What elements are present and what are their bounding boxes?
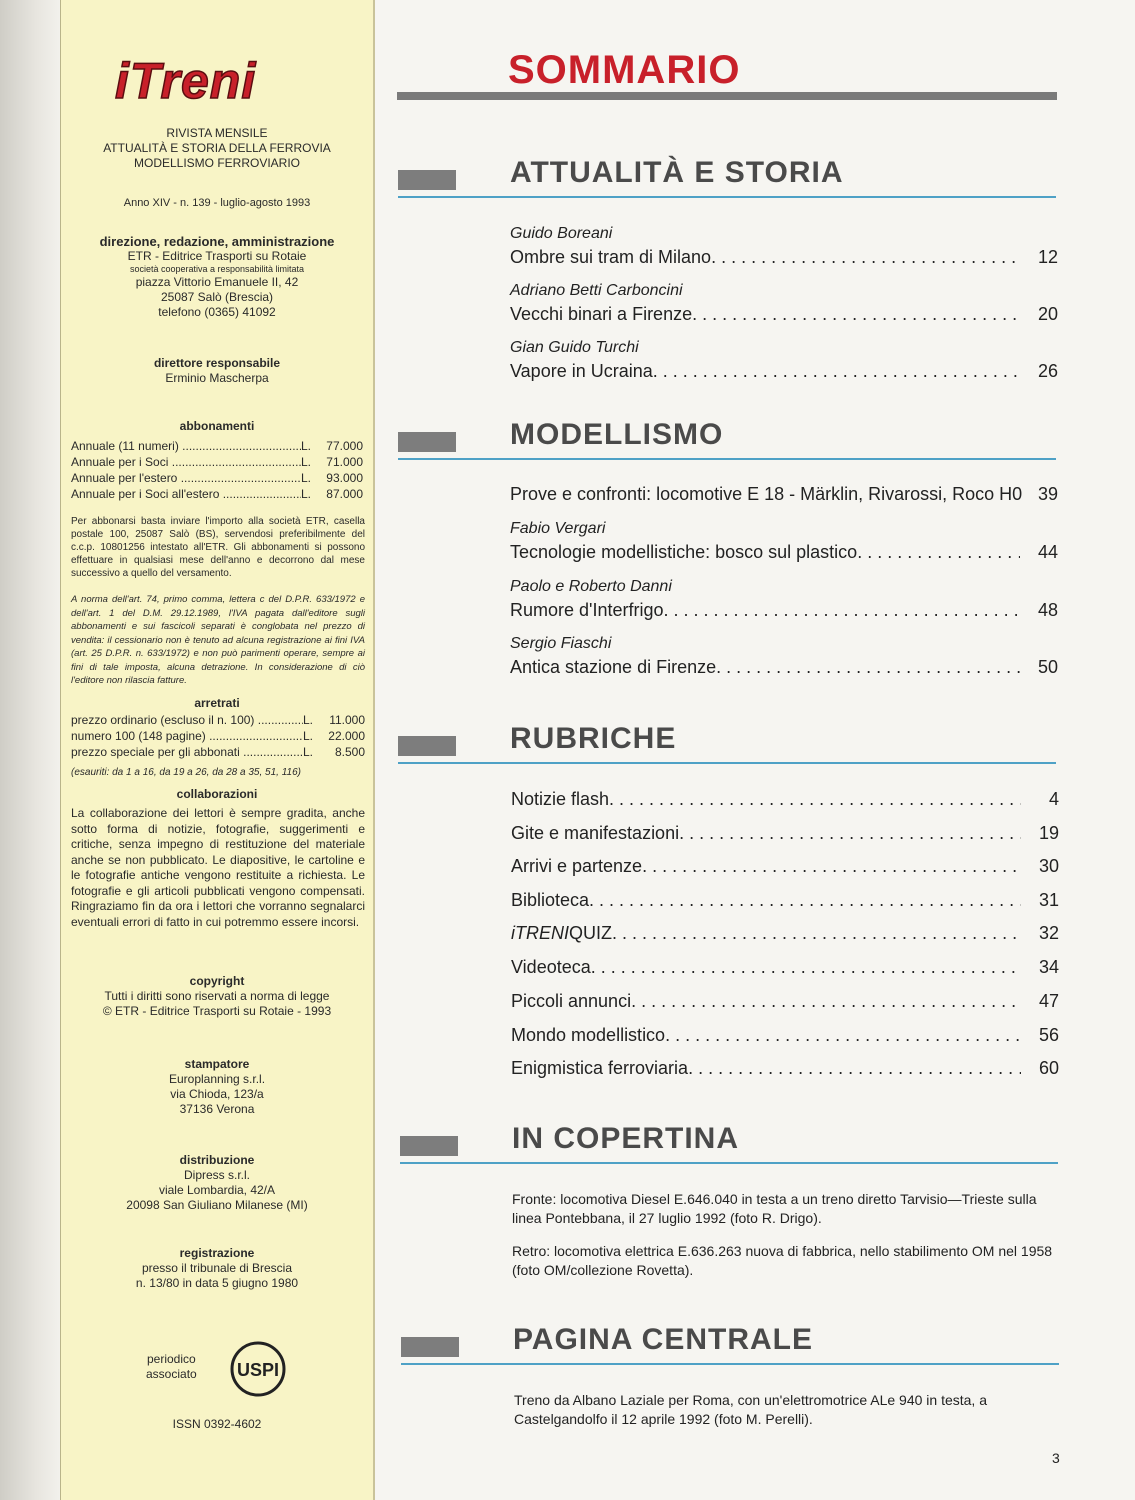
toc-entry[interactable]: Piccoli annunci . . . 47 [511, 989, 1059, 1013]
distribuzione-block: distribuzione Dipress s.r.l. viale Lombardia, 42/A 20098 San Giuliano Milanese (MI) [126, 1153, 308, 1212]
registrazione-block: registrazione presso il tribunale di Brescia n. 13/80 in data 5 giugno 1980 [135, 1246, 299, 1290]
section-title: ATTUALITÀ E STORIA [510, 156, 844, 189]
toc-entry[interactable]: Paolo e Roberto Danni Rumore d'Interfrigo . . . 48 [510, 576, 1058, 622]
svg-text:iTreni: iTreni [115, 53, 257, 106]
section-modellismo-header [398, 418, 1058, 458]
section-marker [398, 736, 456, 756]
toc-entry[interactable]: Biblioteca . . . 31 [511, 888, 1059, 912]
arretrati-heading: arretrati [194, 696, 240, 710]
issue-info: Anno XIV - n. 139 - luglio-agosto 1993 [123, 197, 311, 209]
cover-front-caption: Fronte: locomotiva Diesel E.646.040 in testa a un treno diretto Tarvisio—Trieste sulla linea Pontebbana, il 27 luglio 1992 (foto R. Drigo). [512, 1191, 1037, 1226]
masthead-sidebar [60, 0, 375, 1500]
svg-text:USPI: USPI [236, 1360, 280, 1380]
section-rubriche-header [398, 722, 1058, 762]
centrale-caption: Treno da Albano Laziale per Roma, con un'elettromotrice ALe 940 in testa, a Castelgandolfo il 12 aprile 1992 (foto M. Perelli). [514, 1392, 987, 1427]
section-title: RUBRICHE [510, 722, 677, 755]
section-rule [401, 1363, 1059, 1365]
toc-entry[interactable]: Guido Boreani Ombre sui tram di Milano . . . 12 [510, 223, 1058, 269]
price-row: Annuale per i Soci all'estero ..... L. 87.000 [71, 486, 363, 502]
periodico-associato: periodico associato [146, 1352, 197, 1381]
section-marker [400, 1136, 458, 1156]
section-attualita-header [398, 156, 1058, 196]
price-row: Annuale per i Soci ..... L. 71.000 [71, 454, 363, 470]
magazine-subtitle: RIVISTA MENSILE ATTUALITÀ E STORIA DELLA FERROVIA MODELLISMO FERROVIARIO [103, 126, 331, 170]
price-row: prezzo ordinario (escluso il n. 100) ..... L. 11.000 [71, 712, 365, 728]
toc-entry[interactable]: iTRENIQUIZ . . . 32 [511, 921, 1059, 945]
price-row: prezzo speciale per gli abbonati ..... L. 8.500 [71, 744, 365, 760]
iva-legal-note: A norma dell'art. 74, primo comma, lettera c del D.P.R. 633/1972 e dell'art. 1 del D.M. 29.12.1989, l'IVA pagata dall'editore sugli abbonamenti e sui fascicoli separati è conglobata nel prezzo di vendita: il cessionario non è tenuto ad alcuna registrazione ai fini IVA (art. 25 D.P.R. n. 633/1972) e non può parimenti operare, sempre ai fini di tale imposta, alcuna detrazione. In considerazione di ciò l'editore non rilascia fatture. [71, 594, 365, 686]
toc-entry[interactable]: Mondo modellistico . . . 56 [511, 1023, 1059, 1047]
collaborazioni-heading: collaborazioni [176, 787, 258, 801]
section-copertina-header [400, 1122, 1060, 1162]
price-row: Annuale (11 numeri) ..... L. 77.000 [71, 438, 363, 454]
toc-entry[interactable]: Videoteca . . . 34 [511, 955, 1059, 979]
title-rule [397, 92, 1057, 100]
arretrati-prices [71, 712, 365, 760]
section-title: MODELLISMO [510, 418, 724, 451]
collaborazioni-text: La collaborazione dei lettori è sempre gradita, anche sotto forma di notizie, fotografie, suggerimenti e critiche, senza impegno di restituzione del materiale anche se non pubblicato. Le diapositive, le cartoline e le fotografie antiche vengono restituite a richiesta. Le fotografie e gli articoli pubblicati vengono compensati. Ringraziamo fin da ora i lettori che vorranno segnalarci eventuali errori di fatto in cui potremmo essere incorsi. [71, 806, 365, 929]
toc-entry[interactable]: Enigmistica ferroviaria . . . 60 [511, 1056, 1059, 1080]
section-title: IN COPERTINA [512, 1122, 740, 1155]
section-centrale-header [401, 1323, 1061, 1363]
abbonamenti-prices [71, 438, 363, 502]
toc-entry[interactable]: Sergio Fiaschi Antica stazione di Firenze . . . 50 [510, 633, 1058, 679]
section-rule [398, 762, 1056, 764]
uspi-logo [229, 1340, 287, 1398]
issn: ISSN 0392-4602 [172, 1417, 262, 1431]
toc-entry[interactable]: Adriano Betti Carboncini Vecchi binari a Firenze . . . 20 [510, 280, 1058, 326]
section-marker [398, 170, 456, 190]
toc-entry[interactable]: Fabio Vergari Tecnologie modellistiche: bosco sul plastico . . . 44 [510, 518, 1058, 564]
toc-entry[interactable]: Arrivi e partenze . . . 30 [511, 854, 1059, 878]
itreni-logo [113, 52, 363, 106]
copyright-block: copyright Tutti i diritti sono riservati a norma di legge © ETR - Editrice Trasporti su Rotaie - 1993 [102, 974, 332, 1018]
esauriti-note: (esauriti: da 1 a 16, da 19 a 26, da 28 a 35, 51, 116) [71, 767, 301, 778]
price-row: Annuale per l'estero ..... L. 93.000 [71, 470, 363, 486]
toc-entry[interactable]: Notizie flash . . . 4 [511, 787, 1059, 811]
toc-entry[interactable]: Gite e manifestazioni . . . 19 [511, 821, 1059, 845]
section-marker [401, 1337, 459, 1357]
page-title: SOMMARIO [508, 48, 741, 92]
section-rule [398, 458, 1056, 460]
toc-entry[interactable]: Prove e confronti: locomotive E 18 - Märklin, Rivarossi, Roco H0 39 [510, 484, 1058, 504]
direzione-block: direzione, redazione, amministrazione ETR - Editrice Trasporti su Rotaie società cooperativa a responsabilità limitata piazza Vittorio Emanuele II, 42 25087 Salò (Brescia) telefono (0365) 41092 [99, 234, 335, 319]
section-marker [398, 432, 456, 452]
price-row: numero 100 (148 pagine) ..... L. 22.000 [71, 728, 365, 744]
page-edge-shadow [0, 0, 60, 1500]
abbonamenti-note: Per abbonarsi basta inviare l'importo alla società ETR, casella postale 100, 25087 Salò (BS), servendosi preferibilmente del c.c.p. 10801256 intestato all'ETR. Gli abbonamenti si possono effettuare in qualsiasi mese dell'anno e decorrono dal mese successivo a quello del versamento. [71, 516, 365, 579]
stampatore-block: stampatore Europlanning s.r.l. via Chioda, 123/a 37136 Verona [168, 1057, 266, 1116]
section-rule [398, 196, 1056, 198]
section-rule [400, 1162, 1058, 1164]
section-title: PAGINA CENTRALE [513, 1323, 813, 1356]
toc-entry[interactable]: Gian Guido Turchi Vapore in Ucraina . . . 26 [510, 337, 1058, 383]
page-number: 3 [1052, 1450, 1060, 1466]
direttore-block: direttore responsabile Erminio Mascherpa [153, 356, 281, 385]
abbonamenti-heading: abbonamenti [179, 419, 255, 433]
cover-back-caption: Retro: locomotiva elettrica E.636.263 nuova di fabbrica, nello stabilimento OM nel 1958 (foto OM/collezione Rovetta). [512, 1243, 1053, 1278]
